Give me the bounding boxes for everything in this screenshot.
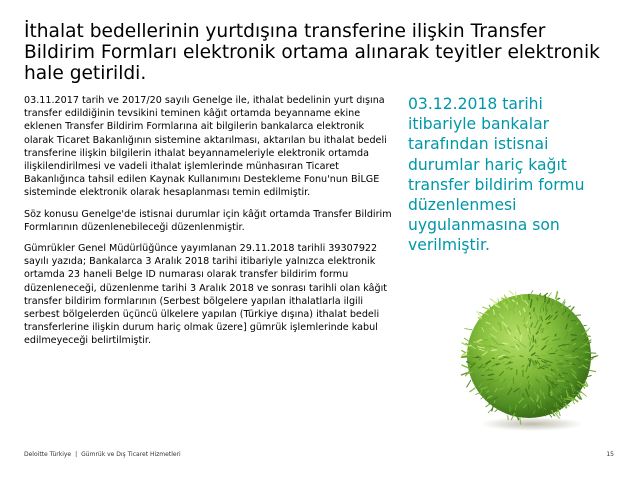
grass-blade [570, 307, 574, 312]
footer-left [24, 451, 181, 459]
grass-blade [485, 340, 488, 341]
grass-blade [470, 388, 475, 392]
footer [24, 451, 614, 461]
body-text [24, 94, 394, 356]
grass-blade [476, 357, 478, 358]
grass-blade [530, 342, 531, 346]
grass-blade [549, 353, 555, 354]
grass-blade [564, 399, 568, 400]
body-paragraph-2: Söz konusu Genelge'de istisnai durumlar için kâğıt ortamda Transfer Bildirim Formlarının düzenlenebileceği düzenlenmiştir. [24, 208, 392, 233]
grass-blade [498, 322, 499, 324]
grass-blade [543, 409, 544, 412]
grass-blade [549, 387, 550, 395]
grass-blade [481, 397, 483, 399]
grass-blade [554, 384, 558, 385]
grass-blade [498, 299, 499, 302]
grass-blade [519, 390, 520, 394]
grass-blade [581, 392, 587, 397]
grass-blade [558, 409, 560, 415]
grass-blade [557, 409, 558, 412]
grass-blade [486, 404, 490, 406]
grass-blade [495, 409, 498, 412]
grass-blade [558, 380, 564, 381]
grass-blade [566, 405, 567, 408]
grass-ball-image [454, 284, 604, 434]
grass-blade [462, 351, 466, 353]
body-paragraph-1: 03.11.2017 tarih ve 2017/20 sayılı Genelge ile, ithalat bedelinin yurt dışına transfer edildiğinin tevsikini teminen kâğıt ortamda beyanname ekine eklenen Transfer Bildirim Formlarına ait bilgilerin bankalarca elektronik olarak Ticaret Bakanlığının sistemine aktarılması, aktarılan bu ithalat bedeli transferine ilişkin bilgilerin ithalat beyannameleriyle elektronik ortamda ilişkilendirilmesi ve vadeli ithalat işlemlerinde münhasıran Ticaret Bakanlığınca tahsil edilen Kaynak Kullanımını Destekleme Fonu'nun BİLGE sisteminde elektronik olarak hesaplanması temin edilmiştir. [24, 95, 387, 199]
grass-blade [465, 329, 472, 330]
grass-blade [534, 308, 535, 311]
grass-blade [507, 305, 508, 310]
grass-blade [531, 290, 533, 294]
grass-blade [528, 328, 529, 331]
grass-blade [585, 381, 588, 386]
grass-blade [552, 301, 553, 305]
footer-section: Gümrük ve Dış Ticaret Hizmetleri [81, 451, 181, 458]
grass-blade [572, 351, 574, 352]
grass-blade [562, 371, 567, 372]
slide-title: İthalat bedellerinin yurtdışına transferine ilişkin Transfer Bildirim Formları elektronik ortama alınarak teyitler elektronik hale getirildi. [24, 21, 600, 84]
page-number: 15 [606, 451, 614, 458]
grass-blade [573, 344, 575, 345]
grass-blade [555, 334, 556, 336]
grass-blade [548, 293, 552, 298]
grass-blade [565, 355, 571, 356]
grass-blade [571, 335, 576, 336]
footer-company: Deloitte Türkiye [24, 451, 72, 458]
grass-blade [520, 384, 521, 386]
footer-separator: | [75, 451, 78, 458]
grass-blade [462, 343, 466, 345]
grass-blade [462, 365, 468, 368]
grass-blade [494, 400, 495, 402]
grass-blade [489, 305, 490, 307]
grass-blade [483, 307, 490, 310]
grass-blade [589, 370, 596, 371]
grass-blade [464, 338, 469, 341]
grass-blade [536, 403, 537, 410]
grass-blade [516, 292, 517, 297]
grass-blade [467, 380, 471, 387]
grass-blade [464, 355, 467, 356]
grass-blade [492, 350, 497, 351]
grass-blade [503, 343, 508, 344]
grass-blade [544, 365, 551, 366]
grass-blade [568, 397, 571, 398]
callout-text: 03.12.2018 tarihi itibariyle bankalar tarafından istisnai durumlar hariç kağıt transfer bildirim formu düzenlenmesi uygulanmasına son verilmiştir. [408, 95, 585, 255]
grass-blade [496, 330, 499, 331]
grass-blade [578, 364, 581, 365]
grass-blade [536, 346, 538, 347]
grass-blade [477, 311, 482, 317]
body-paragraph-3: Gümrükler Genel Müdürlüğünce yayımlanan 29.11.2018 tarihli 39307922 sayılı yazıda; Bankalarca 3 Aralık 2018 tarihi itibariyle yalnızca elektronik ortamda 23 haneli Belge ID numarası olarak transfer bildirim formu düzenleneceği, düzenlenme tarihi 3 Aralık 2018 ve sonrası tarihli olan kâğıt transfer bildirim formlarının (Serbest bölgelere yapılan ithalatlarla ilgili serbest bölgelerden üçüncü ülkelere yapılan (Türkiye dışına) ithalat bedeli transferlerine ilişkin durum hariç olmak üzere] gümrük işlemlerinde kabul edilmeyeceği belirtilmiştir. [24, 243, 388, 347]
grass-blade [509, 291, 513, 294]
grass-blade [563, 373, 568, 374]
grass-blade [579, 343, 584, 344]
grass-blade [539, 373, 540, 376]
grass-blade [556, 292, 558, 299]
grass-blade [529, 397, 530, 401]
grass-blade [490, 299, 496, 303]
grass-blade [555, 399, 556, 406]
grass-blade [528, 405, 529, 413]
